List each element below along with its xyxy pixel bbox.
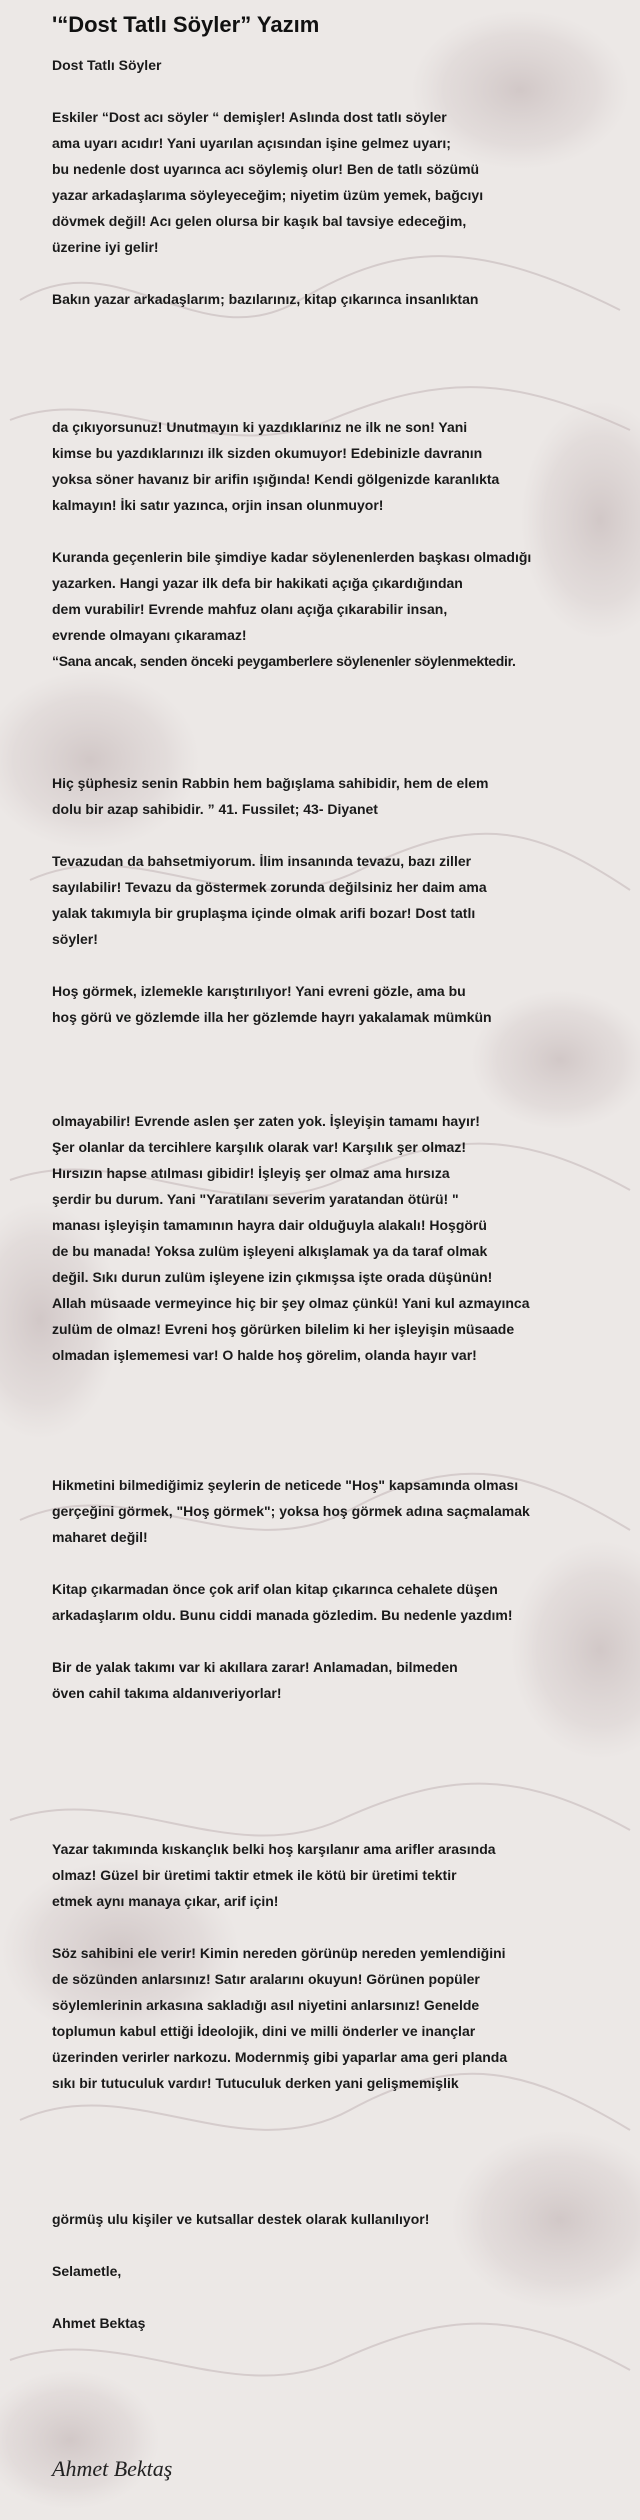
- text-line: üzerinden verirler narkozu. Modernmiş gibi yaparlar ama geri planda: [52, 2049, 508, 2065]
- author-signature: Ahmet Bektaş: [52, 2456, 173, 2481]
- text-line: kalmayın! İki satır yazınca, orjin insan olunmuyor!: [52, 497, 384, 513]
- text-line: kimse bu yazdıklarınızı ilk sizden okumuyor! Edebinizle davranın: [52, 445, 483, 461]
- text-line: Yazar takımında kıskançlık belki hoş karşılanır ama arifler arasında: [52, 1841, 496, 1857]
- poem-subtitle: [52, 52, 632, 78]
- text-line: etmek aynı manaya çıkar, arif için!: [52, 1893, 279, 1909]
- text-line: söylemlerinin arkasına sakladığı asıl niyetini anlarsınız! Genelde: [52, 1997, 480, 2013]
- text-line: hoş görü ve gözlemde illa her gözlemde hayrı yakalamak mümkün: [52, 1009, 492, 1025]
- text-line: de bu manada! Yoksa zulüm işleyeni alkışlamak ya da taraf olmak: [52, 1243, 488, 1259]
- text-line: üzerine iyi gelir!: [52, 239, 159, 255]
- stanza-11: [52, 1654, 632, 1706]
- text-line: ama uyarı acıdır! Yani uyarılan açısından işine gelmez uyarı;: [52, 135, 451, 151]
- text-line: Kuranda geçenlerin bile şimdiye kadar söylenenlerden başkası olmadığı: [52, 549, 532, 565]
- text-line: Bakın yazar arkadaşlarım; bazılarınız, kitap çıkarınca insanlıktan: [52, 291, 479, 307]
- text-line: sayılabilir! Tevazu da göstermek zorunda değilsiniz her daim ama: [52, 879, 487, 895]
- text-line: gerçeğini görmek, "Hoş görmek"; yoksa hoş görmek adına saçmalamak: [52, 1503, 530, 1519]
- text-line: söyler!: [52, 931, 98, 947]
- text-line: Şer olanlar da tercihlere karşılık olarak var! Karşılık şer olmaz!: [52, 1139, 466, 1155]
- stanza-1: [52, 104, 632, 260]
- text-line: Hoş görmek, izlemekle karıştırılıyor! Yani evreni gözle, ama bu: [52, 983, 466, 999]
- stanza-13: [52, 1940, 632, 2096]
- text-line: yalak takımıyla bir gruplaşma içinde olmak arifi bozar! Dost tatlı: [52, 905, 476, 921]
- text-line: maharet değil!: [52, 1529, 148, 1545]
- stanza-6: [52, 848, 632, 952]
- text-line: Allah müsaade vermeyince hiç bir şey olmaz çünkü! Yani kul azmayınca: [52, 1295, 530, 1311]
- text-line: Kitap çıkarmadan önce çok arif olan kitap çıkarınca cehalete düşen: [52, 1581, 498, 1597]
- text-line: yoksa söner havanız bir arifin ışığında! Kendi gölgenizde karanlıkta: [52, 471, 500, 487]
- text-line: Söz sahibini ele verir! Kimin nereden görünüp nereden yemlendiğini: [52, 1945, 506, 1961]
- text-line: Hırsızın hapse atılması gibidir! İşleyiş şer olmaz ama hırsıza: [52, 1165, 450, 1181]
- text-line: Tevazudan da bahsetmiyorum. İlim insanında tevazu, bazı ziller: [52, 853, 472, 869]
- stanza-8: [52, 1108, 632, 1368]
- text-line: arkadaşlarım oldu. Bunu ciddi manada gözledim. Bu nedenle yazdım!: [52, 1607, 513, 1623]
- text-line: de sözünden anlarsınız! Satır aralarını okuyun! Görünen popüler: [52, 1971, 480, 1987]
- text-line: öven cahil takıma aldanıveriyorlar!: [52, 1685, 282, 1701]
- page-title: '“Dost Tatlı Söyler” Yazım: [52, 12, 320, 37]
- text-line: görmüş ulu kişiler ve kutsallar destek olarak kullanılıyor!: [52, 2211, 430, 2227]
- text-line: evrende olmayanı çıkaramaz!: [52, 627, 247, 643]
- text-line: yazarken. Hangi yazar ilk defa bir hakikati açığa çıkardığından: [52, 575, 463, 591]
- author-line: [52, 2310, 632, 2336]
- text-line: olmaz! Güzel bir üretimi taktir etmek ile kötü bir üretimi tektir: [52, 1867, 457, 1883]
- text-line: şerdir bu durum. Yani "Yaratılanı severim yaratandan ötürü! ": [52, 1191, 459, 1207]
- text-line: yazar arkadaşlarıma söyleyeceğim; niyetim üzüm yemek, bağcıyı: [52, 187, 484, 203]
- text-line: dolu bir azap sahibidir. ” 41. Fussilet; 43- Diyanet: [52, 801, 378, 817]
- text-line: dem vurabilir! Evrende mahfuz olanı açığa çıkarabilir insan,: [52, 601, 448, 617]
- stanza-5: [52, 770, 632, 822]
- text-line: sıkı bir tutuculuk vardır! Tutuculuk derken yani gelişmemişlik: [52, 2075, 459, 2091]
- text-line: Ahmet Bektaş: [52, 2315, 146, 2331]
- text-line: Eskiler “Dost acı söyler “ demişler! Aslında dost tatlı söyler: [52, 109, 447, 125]
- text-line: dövmek değil! Acı gelen olursa bir kaşık bal tavsiye edeceğim,: [52, 213, 467, 229]
- text-line: da çıkıyorsunuz! Unutmayın ki yazdıklarınız ne ilk ne son! Yani: [52, 419, 468, 435]
- stanza-3: [52, 414, 632, 518]
- text-line: Selametle,: [52, 2263, 122, 2279]
- text-line: zulüm de olmaz! Evreni hoş görürken bilelim ki her işleyişin müsaade: [52, 1321, 515, 1337]
- text-line: Bir de yalak takımı var ki akıllara zarar! Anlamadan, bilmeden: [52, 1659, 458, 1675]
- closing-greeting: [52, 2258, 632, 2284]
- subtitle-line: Dost Tatlı Söyler: [52, 57, 162, 73]
- stanza-9: [52, 1472, 632, 1550]
- text-line: Hikmetini bilmediğimiz şeylerin de neticede "Hoş" kapsamında olması: [52, 1477, 519, 1493]
- text-line: bu nedenle dost uyarınca acı söylemiş olur! Ben de tatlı sözümü: [52, 161, 480, 177]
- text-line: olmadan işlememesi var! O halde hoş görelim, olanda hayır var!: [52, 1347, 477, 1363]
- text-line: Hiç şüphesiz senin Rabbin hem bağışlama sahibidir, hem de elem: [52, 775, 489, 791]
- text-line: manası işleyişin tamamının hayra dair olduğuyla alakalı! Hoşgörü: [52, 1217, 487, 1233]
- stanza-12: [52, 1836, 632, 1914]
- text-line: olmayabilir! Evrende aslen şer zaten yok. İşleyişin tamamı hayır!: [52, 1113, 480, 1129]
- stanza-4: [52, 544, 632, 674]
- text-line: toplumun kabul ettiği İdeolojik, dini ve milli önderler ve inançlar: [52, 2023, 476, 2039]
- stanza-14: [52, 2206, 632, 2232]
- text-line: “Sana ancak, senden önceki peygamberlere söylenenler söylenmektedir.: [52, 653, 516, 669]
- stanza-7: [52, 978, 632, 1030]
- stanza-10: [52, 1576, 632, 1628]
- text-line: değil. Sıkı durun zulüm işleyene izin çıkmışsa işte orada düşünün!: [52, 1269, 493, 1285]
- stanza-2: [52, 286, 632, 312]
